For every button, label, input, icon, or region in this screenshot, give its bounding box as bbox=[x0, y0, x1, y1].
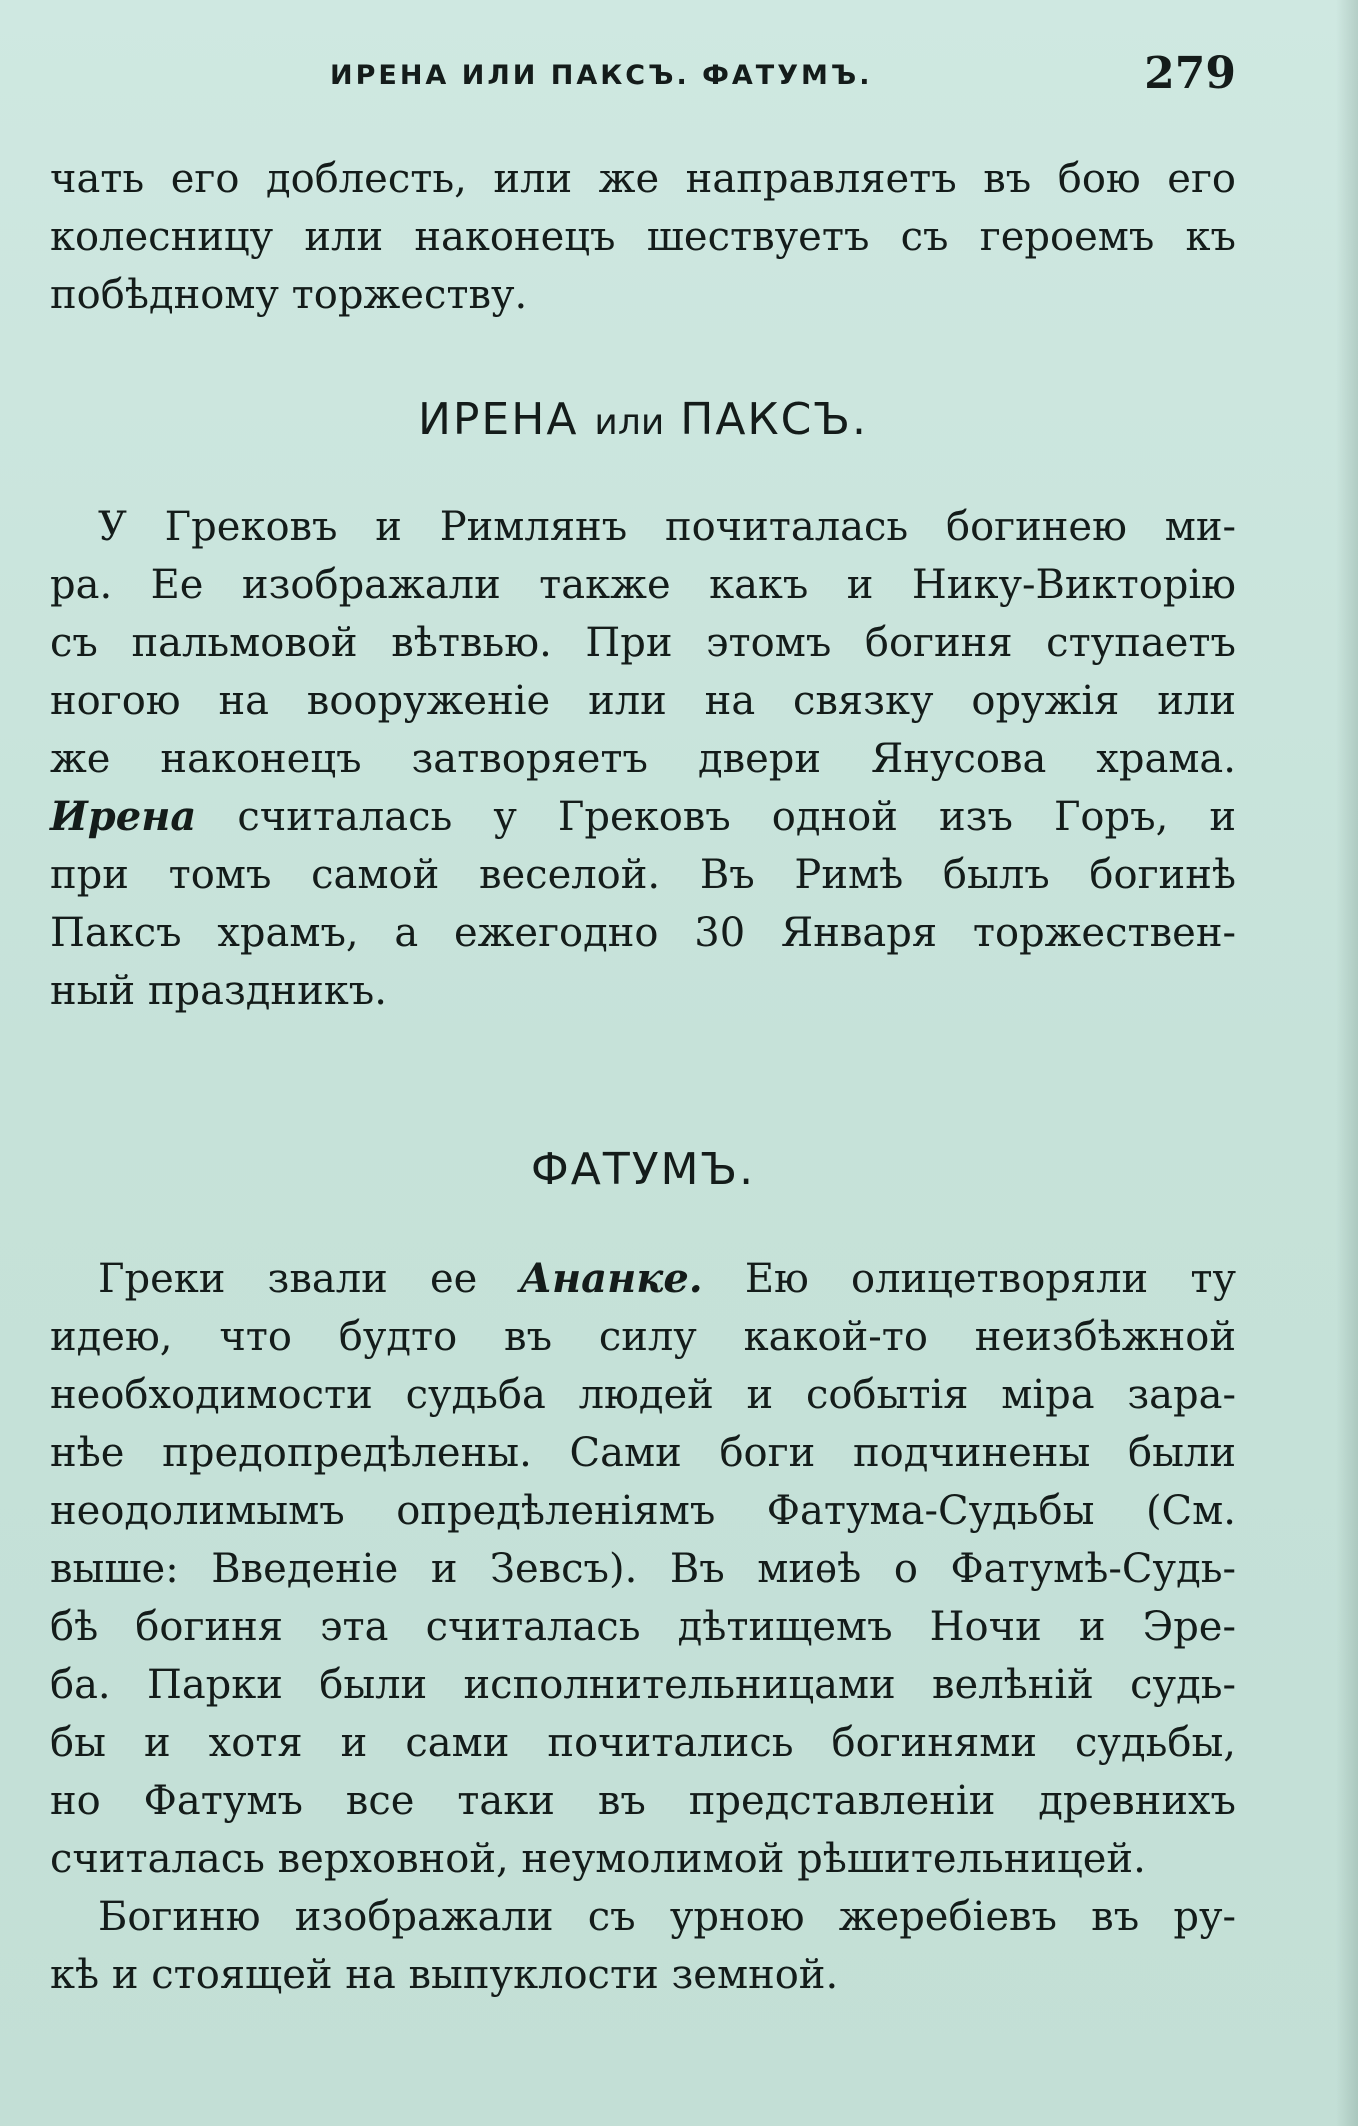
text-line: бѣ богиня эта считалась дѣтищемъ Ночи и Эре- bbox=[50, 1604, 1236, 1650]
section-heading-irena bbox=[50, 392, 1236, 448]
text-line: ный праздникъ. bbox=[50, 968, 387, 1014]
text-line: идею, что будто въ силу какой-то неизбѣжной bbox=[50, 1314, 1236, 1360]
text-line: ба. Парки были исполнительницами велѣній судь- bbox=[50, 1662, 1236, 1708]
text-line: неодолимымъ опредѣленіямъ Фатума-Судьбы (См. bbox=[50, 1488, 1236, 1534]
page-edge-shadow bbox=[1336, 0, 1358, 2126]
text-line: У Грековъ и Римлянъ почиталась богинею ми- bbox=[98, 504, 1236, 550]
text-line: ногою на вооруженіе или на связку оружія или bbox=[50, 678, 1236, 724]
text-fragment: Ею олицетворяли ту bbox=[744, 1256, 1236, 1302]
text-line: Паксъ храмъ, а ежегодно 30 Января торжествен- bbox=[50, 910, 1236, 956]
heading-word: или bbox=[594, 402, 665, 443]
text-line bbox=[50, 1250, 1236, 1308]
text-line: необходимости судьба людей и событія міра зара- bbox=[50, 1372, 1236, 1418]
body-text bbox=[50, 150, 1236, 2004]
text-line: Богиню изображали съ урною жеребіевъ въ ру- bbox=[98, 1894, 1236, 1940]
heading-word: ПАКСЪ. bbox=[680, 394, 868, 445]
heading-word: ИРЕНА bbox=[417, 394, 579, 445]
text-line bbox=[50, 788, 1236, 846]
text-line: колесницу или наконецъ шествуетъ съ героемъ къ bbox=[50, 214, 1236, 260]
text-line: же наконецъ затворяетъ двери Янусова храма. bbox=[50, 736, 1236, 782]
emphasis-irena: Ирена bbox=[50, 793, 197, 840]
text-line: побѣдному торжеству. bbox=[50, 272, 528, 318]
running-head bbox=[50, 40, 1236, 100]
section-heading-fatum: ФАТУМЪ. bbox=[530, 1144, 756, 1195]
page-number: 279 bbox=[1144, 48, 1236, 99]
text-line: съ пальмовой вѣтвью. При этомъ богиня ступаетъ bbox=[50, 620, 1236, 666]
text-line: нѣе предопредѣлены. Сами боги подчинены были bbox=[50, 1430, 1236, 1476]
text-fragment: Греки звали ее bbox=[98, 1256, 478, 1302]
emphasis-ananke: Ананке. bbox=[519, 1255, 703, 1302]
text-line: при томъ самой веселой. Въ Римѣ былъ богинѣ bbox=[50, 852, 1236, 898]
text-line: чать его доблесть, или же направляетъ въ бою его bbox=[50, 156, 1236, 202]
text-line: считалась верховной, неумолимой рѣшительницей. bbox=[50, 1836, 1146, 1882]
running-title: ИРЕНА ИЛИ ПАКСЪ. ФАТУМЪ. bbox=[330, 60, 873, 91]
text-line: выше: Введеніе и Зевсъ). Въ миѳѣ о Фатумѣ-Судь- bbox=[50, 1546, 1236, 1592]
text-line: ра. Ее изображали также какъ и Нику-Викторію bbox=[50, 562, 1236, 608]
text-fragment: считалась у Грековъ одной изъ Горъ, и bbox=[237, 794, 1237, 840]
text-line: кѣ и стоящей на выпуклости земной. bbox=[50, 1952, 839, 1998]
text-line: но Фатумъ все таки въ представленіи древнихъ bbox=[50, 1778, 1236, 1824]
text-line: бы и хотя и сами почитались богинями судьбы, bbox=[50, 1720, 1236, 1766]
